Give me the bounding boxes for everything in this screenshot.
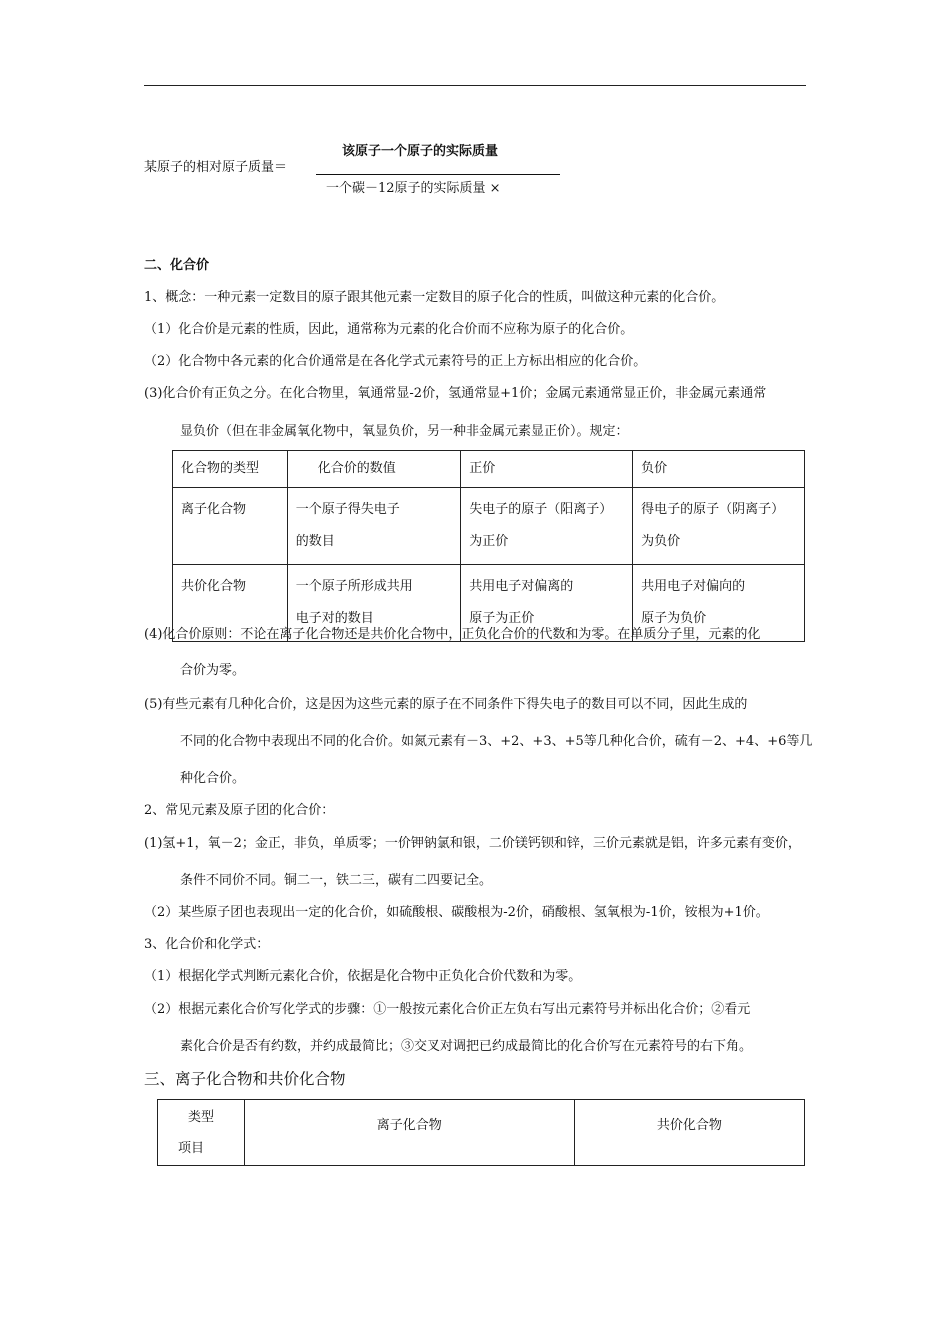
- concept-item-3-line2: 显负价（但在非金属氧化物中，氧显负价，另一种非金属元素显正价）。规定：: [180, 424, 629, 439]
- table-header: 化合价的数值: [317, 461, 396, 476]
- concept-item-2: （2）化合物中各元素的化合价通常是在各化学式元素符号的正上方标出相应的化合价。: [144, 354, 647, 369]
- table-cell: 电子对的数目: [295, 611, 374, 626]
- table-header: 正价: [469, 461, 496, 476]
- table-cell: 离子化合物: [181, 502, 247, 517]
- table-cell: 原子为负价: [641, 611, 707, 626]
- valence-principle-line1: (4)化合价原则：不论在离子化合物还是共价化合物中，正负化合价的代数和为零。在单质分子里，元素的化: [144, 627, 761, 642]
- table-cell: 为正价: [469, 534, 509, 549]
- valence-formula-item-1: （1）根据化学式判断元素化合价，依据是化合物中正负化合价代数和为零。: [144, 969, 582, 984]
- table-cell: 得电子的原子（阴离子）: [641, 502, 785, 517]
- table-cell: 失电子的原子（阳离子）: [469, 502, 613, 517]
- formula-lhs: 某原子的相对原子质量＝: [144, 160, 288, 175]
- concept-item-3-line1: (3)化合价有正负之分。在化合物里，氧通常显-2价，氢通常显+1价；金属元素通常显正价，非金属元素通常: [144, 386, 767, 401]
- table-cell: 原子为正价: [469, 611, 535, 626]
- section3-heading: 三、离子化合物和共价化合物: [144, 1070, 346, 1088]
- table-cell: 共价化合物: [181, 579, 247, 594]
- table-cell: 共用电子对偏离的: [469, 579, 574, 594]
- valence-formula-item-2-line2: 素化合价是否有约数，并约成最简比；③交叉对调把已约成最简比的化合价写在元素符号的右下角。: [180, 1039, 753, 1054]
- table-header: 化合物的类型: [181, 461, 260, 476]
- common-valence-heading: 2、常见元素及原子团的化合价：: [144, 803, 335, 818]
- valence-formula-item-2-line1: （2）根据元素化合价写化学式的步骤：①一般按元素化合价正左负右写出元素符号并标出化合价；②看元: [144, 1002, 751, 1017]
- corner-label-type: 类型: [188, 1110, 215, 1125]
- table-cell: 一个原子所形成共用: [295, 579, 413, 594]
- header-rule: [144, 85, 806, 86]
- table-header: 负价: [641, 461, 668, 476]
- multiple-valence-line2: 不同的化合物中表现出不同的化合价。如氮元素有－3、+2、+3、+5等几种化合价，硫有－2、+4、+6等几: [180, 734, 813, 749]
- valence-principle-line2: 合价为零。: [180, 663, 246, 678]
- multiple-valence-line1: (5)有些元素有几种化合价，这是因为这些元素的原子在不同条件下得失电子的数目可以不同，因此生成的: [144, 697, 748, 712]
- table-cell: 一个原子得失电子: [295, 502, 400, 517]
- compound-comparison-table: [157, 1099, 805, 1166]
- table-cell: 为负价: [641, 534, 681, 549]
- column-header: 共价化合物: [656, 1118, 722, 1133]
- table-cell: 的数目: [295, 534, 335, 549]
- column-header: 离子化合物: [376, 1118, 442, 1133]
- table-row: [173, 488, 805, 565]
- valence-table: [172, 450, 805, 642]
- formula-numerator: 该原子一个原子的实际质量: [342, 144, 499, 159]
- concept-item-1: （1）化合价是元素的性质，因此，通常称为元素的化合价而不应称为原子的化合价。: [144, 322, 634, 337]
- common-valence-item-2: （2）某些原子团也表现出一定的化合价，如硫酸根、碳酸根为-2价，硝酸根、氢氧根为-1价，铵根为+1价。: [144, 905, 769, 920]
- concept-paragraph: 1、概念：一种元素一定数目的原子跟其他元素一定数目的原子化合的性质，叫做这种元素的化合价。: [144, 290, 725, 305]
- corner-label-item: 项目: [178, 1141, 205, 1156]
- common-valence-item-1-line2: 条件不同价不同。铜二一，铁二三，碳有二四要记全。: [180, 873, 493, 888]
- formula-denominator: 一个碳－12原子的实际质量 ×: [326, 181, 501, 196]
- section2-heading: 二、化合价: [144, 258, 210, 273]
- valence-formula-heading: 3、化合价和化学式：: [144, 937, 270, 952]
- fraction-line: [316, 174, 560, 175]
- multiple-valence-line3: 种化合价。: [180, 771, 246, 786]
- common-valence-item-1-line1: (1)氢+1，氧－2；金正，非负，单质零；一价钾钠氯和银，二价镁钙钡和锌，三价元素就是铝，许多元素有变价，: [144, 836, 801, 851]
- table-cell: 共用电子对偏向的: [641, 579, 746, 594]
